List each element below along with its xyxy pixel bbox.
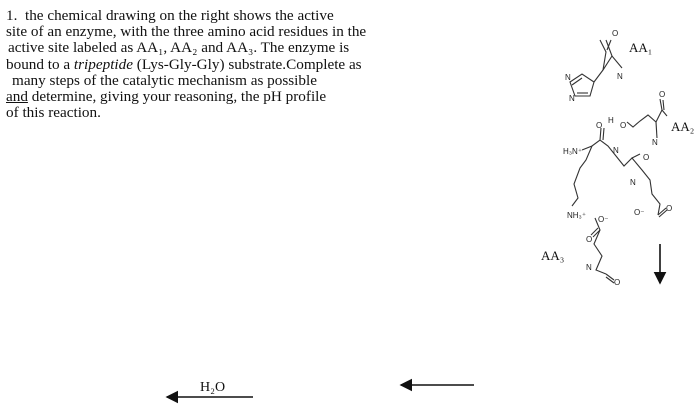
aa1-ring-n-top: N bbox=[565, 73, 571, 82]
question-line-2: site of an enzyme, with the three amino acid residues in the bbox=[6, 23, 367, 41]
aa3-carboxylate-o-minus: O⁻ bbox=[598, 215, 609, 224]
question-line-5: many steps of the catalytic mechanism as possible bbox=[12, 71, 317, 89]
substrate-carbonyl-o1: O bbox=[596, 121, 603, 130]
question-line-6: and determine, giving your reasoning, the pH profile bbox=[6, 88, 327, 106]
substrate-peptide-n2: N bbox=[630, 178, 636, 187]
question-line-1: 1. the chemical drawing on the right shows the active bbox=[6, 7, 334, 24]
substrate-h3n-plus: H₃N⁺ bbox=[563, 147, 583, 156]
aa1-carbonyl-o: O bbox=[612, 29, 619, 38]
tripeptide-term: tripeptide bbox=[73, 55, 133, 73]
aa3-aspartate-structure bbox=[591, 218, 614, 283]
question-line-4: bound to a tripeptide (Lys-Gly-Gly) substrate.Complete as bbox=[6, 55, 362, 73]
aa3-carboxylate-o: O bbox=[586, 235, 593, 244]
aa2-hydroxyl-o: O bbox=[620, 121, 627, 130]
substrate-peptide-n1: N bbox=[613, 146, 619, 155]
aa1-histidine-structure bbox=[570, 40, 622, 96]
aa2-carbonyl-o: O bbox=[659, 90, 666, 99]
aa3-carbonyl-o: O bbox=[614, 278, 621, 287]
substrate-carbonyl-o2: O bbox=[643, 153, 650, 162]
aa3-label: AA₃ bbox=[541, 248, 565, 263]
question-line-7: of this reaction. bbox=[6, 104, 101, 122]
aa2-serine-structure bbox=[627, 99, 667, 138]
aa1-backbone-n: N bbox=[617, 72, 623, 81]
substrate-carboxylate-o-minus: O⁻ bbox=[634, 208, 645, 217]
aa3-backbone-n: N bbox=[586, 263, 592, 272]
aa2-backbone-n: N bbox=[652, 138, 658, 147]
water-label: H₂O bbox=[200, 380, 226, 395]
aa2-hydroxyl-h: H bbox=[608, 116, 614, 125]
aa1-label: AA₁ bbox=[629, 40, 653, 55]
aa1-ring-nh: N bbox=[569, 94, 575, 103]
and-underlined: and bbox=[6, 88, 28, 106]
aa2-label: AA₂ bbox=[671, 119, 695, 134]
lysine-nh3-plus: NH₃⁺ bbox=[567, 211, 587, 220]
question-line-3: active site labeled as AA₁, AA₂ and AA₃. The enzyme is bbox=[8, 39, 350, 57]
question-number: 1. bbox=[6, 7, 18, 24]
substrate-carboxylate-o: O bbox=[666, 204, 673, 213]
